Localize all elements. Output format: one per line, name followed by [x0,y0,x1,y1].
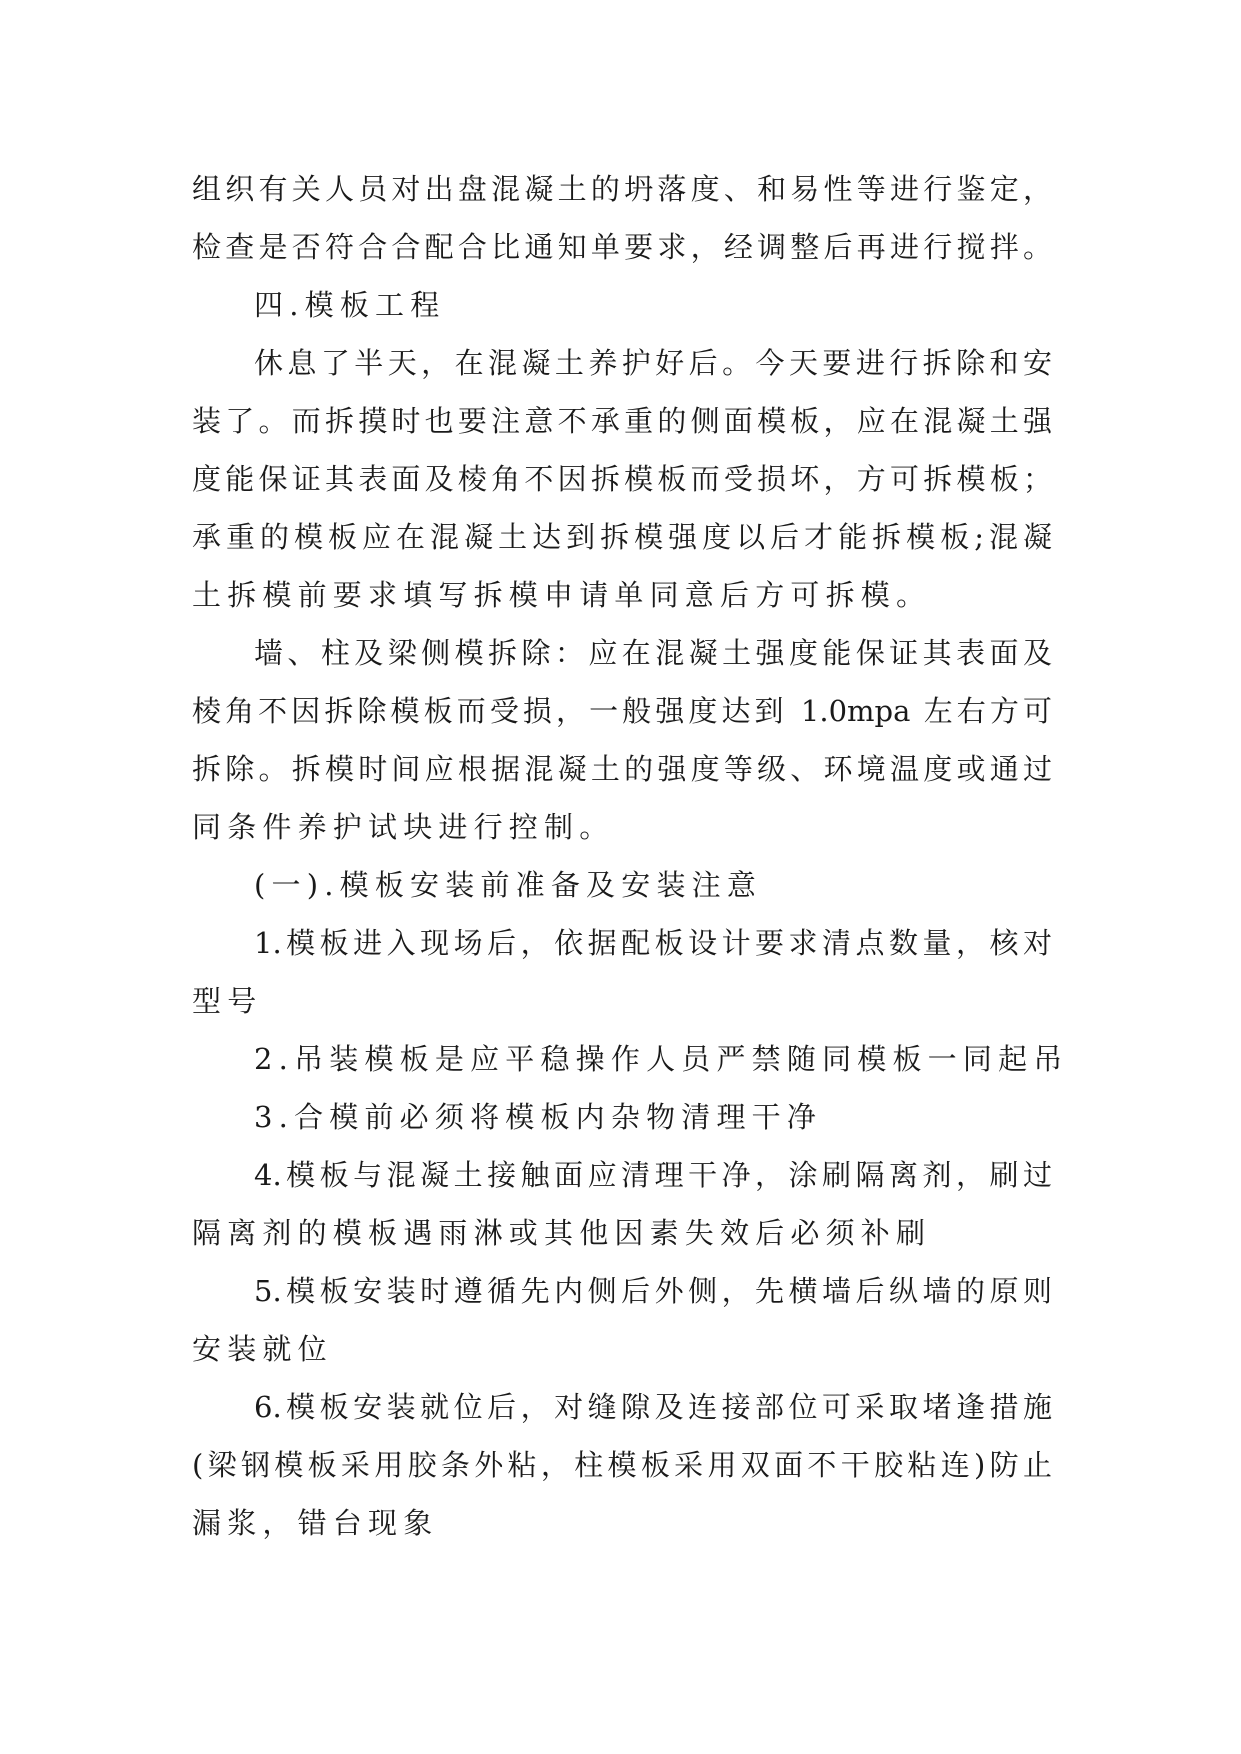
text-line: 拆除。拆模时间应根据混凝土的强度等级、环境温度或通过 [192,752,1052,786]
text-line: 检查是否符合合配合比通知单要求，经调整后再进行搅拌。 [192,230,1052,264]
text-line: 6.模板安装就位后，对缝隙及连接部位可采取堵逢措施 [254,1390,1052,1424]
text-line: (一).模板安装前准备及安装注意 [254,868,763,902]
text-line: 四.模板工程 [254,288,446,322]
text-line: 1.模板进入现场后，依据配板设计要求清点数量，核对 [254,926,1052,960]
text-line: 安装就位 [192,1332,333,1366]
text-line: 休息了半天，在混凝土养护好后。今天要进行拆除和安 [254,346,1052,380]
document-body [192,160,1069,1552]
text-line: 承重的模板应在混凝土达到拆模强度以后才能拆模板;混凝 [192,520,1052,554]
text-line: 2.吊装模板是应平稳操作人员严禁随同模板一同起吊 [254,1042,1069,1076]
text-line: 5.模板安装时遵循先内侧后外侧，先横墙后纵墙的原则 [254,1274,1052,1308]
text-line: 墙、柱及梁侧模拆除：应在混凝土强度能保证其表面及 [254,636,1052,670]
text-line: 4.模板与混凝土接触面应清理干净，涂刷隔离剂，刷过 [254,1158,1052,1192]
text-line: 装了。而拆摸时也要注意不承重的侧面模板，应在混凝土强 [192,404,1052,438]
text-line: 土拆模前要求填写拆模申请单同意后方可拆模。 [192,578,932,612]
text-line: 棱角不因拆除模板而受损，一般强度达到 1.0mpa 左右方可 [192,694,1052,728]
text-line: (梁钢模板采用胶条外粘，柱模板采用双面不干胶粘连)防止 [192,1448,1052,1482]
text-line: 漏浆，错台现象 [192,1506,439,1540]
text-line: 型号 [192,984,263,1018]
text-line: 3.合模前必须将模板内杂物清理干净 [254,1100,823,1134]
text-line: 隔离剂的模板遇雨淋或其他因素失效后必须补刷 [192,1216,932,1250]
text-line: 度能保证其表面及棱角不因拆模板而受损坏，方可拆模板； [192,462,1052,496]
text-line: 组织有关人员对出盘混凝土的坍落度、和易性等进行鉴定， [192,172,1052,206]
text-line: 同条件养护试块进行控制。 [192,810,615,844]
